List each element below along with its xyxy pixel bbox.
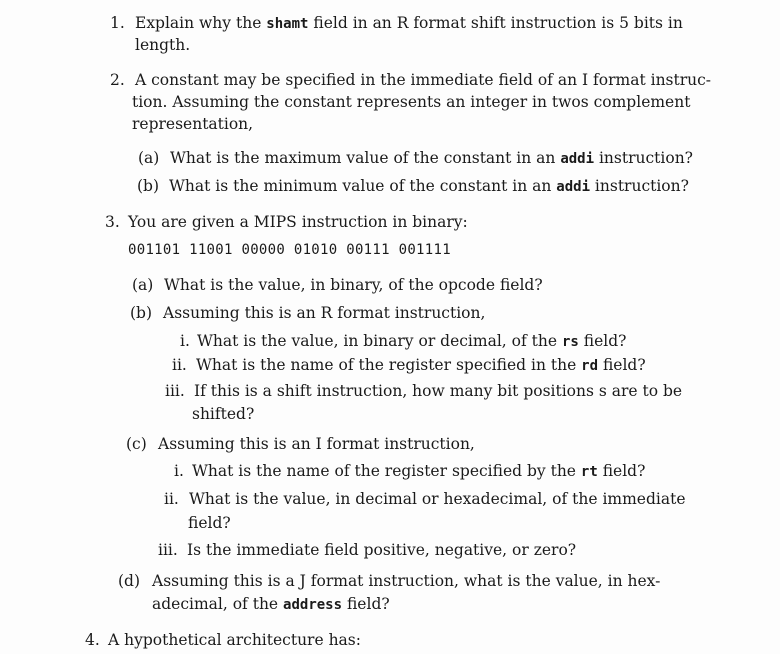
q3d-line2: [152, 594, 390, 615]
q2b-label: (b): [137, 177, 160, 195]
q3b-iii-line1: If this is a shift instruction, how many bit positions s are to be: [194, 382, 683, 400]
q3d-line2-post: field?: [342, 595, 390, 613]
q3c-i-text: [192, 461, 645, 482]
q3d-code-address: address: [283, 597, 343, 613]
q3c-i-post: field?: [597, 462, 646, 480]
q1-code-shamt: shamt: [266, 16, 309, 32]
q3c-ii-line2: field?: [188, 514, 231, 532]
q3b-i-post: field?: [578, 332, 627, 350]
q1-line2: length.: [135, 36, 191, 54]
q3c-iii-label: iii.: [158, 541, 178, 559]
q2a-label: (a): [138, 149, 160, 167]
q3c-iii-text: Is the immediate field positive, negative, or zero?: [187, 541, 577, 559]
q1-text-post: field in an R format shift instruction is 5 bits in: [308, 14, 683, 32]
q3c-i-pre: What is the name of the register specified by the: [192, 462, 581, 480]
q3b-i-pre: What is the value, in binary or decimal, of the: [197, 332, 562, 350]
q2-line2: tion. Assuming the constant represents an integer in twos complement: [132, 93, 691, 111]
q3b-i-code-rs: rs: [561, 334, 579, 350]
q3d-line1: Assuming this is a J format instruction, what is the value, in hex-: [152, 572, 661, 590]
q3c-i-label: i.: [174, 462, 184, 480]
q3-number: 3.: [105, 213, 120, 231]
q2a-code-addi: addi: [560, 151, 595, 167]
q3c-i-code-rt: rt: [580, 464, 598, 480]
q3a-text: What is the value, in binary, of the opcode field?: [164, 276, 543, 294]
q3b-ii-label: ii.: [172, 356, 187, 374]
q3d-line2-pre: adecimal, of the: [152, 595, 284, 613]
q4-line1: A hypothetical architecture has:: [108, 631, 361, 649]
q3b-iii-label: iii.: [165, 382, 185, 400]
q3-binary-instruction: 001101 11001 00000 01010 00111 001111: [128, 242, 451, 258]
q2b-text: [169, 176, 689, 197]
q2b-code-addi: addi: [556, 179, 590, 195]
q3c-ii-label: ii.: [164, 490, 179, 508]
q3b-i-label: i.: [180, 332, 190, 350]
q3b-ii-pre: What is the name of the register specified in the: [196, 356, 582, 374]
q3a-label: (a): [132, 276, 154, 294]
q3-line1: You are given a MIPS instruction in binary:: [128, 213, 468, 231]
q3b-i-text: [197, 331, 626, 352]
q1-line1: [135, 13, 683, 34]
q3c-ii-line1: What is the value, in decimal or hexadecimal, of the immediate: [189, 490, 686, 508]
q3b-ii-text: [196, 355, 646, 376]
q1-text-pre: Explain why the: [135, 14, 267, 32]
q3b-label: (b): [130, 304, 153, 322]
q2-line3: representation,: [132, 115, 254, 133]
q2a-post: instruction?: [594, 149, 693, 167]
q2-line1: A constant may be specified in the immediate field of an I format instruc-: [135, 71, 712, 89]
q3b-ii-post: field?: [598, 356, 646, 374]
q2a-text: [170, 148, 693, 169]
q3c-label: (c): [126, 435, 147, 453]
q2b-post: instruction?: [590, 177, 689, 195]
q2a-pre: What is the maximum value of the constant in an: [170, 149, 561, 167]
q3b-iii-line2: shifted?: [192, 405, 255, 423]
q3b-text: Assuming this is an R format instruction,: [163, 304, 486, 322]
q3d-label: (d): [118, 572, 141, 590]
q3b-ii-code-rd: rd: [581, 358, 599, 374]
q4-number: 4.: [85, 631, 100, 649]
q1-number: 1.: [110, 14, 125, 32]
q2-number: 2.: [110, 71, 125, 89]
q2b-pre: What is the minimum value of the constant in an: [169, 177, 557, 195]
q3c-text: Assuming this is an I format instruction,: [158, 435, 475, 453]
